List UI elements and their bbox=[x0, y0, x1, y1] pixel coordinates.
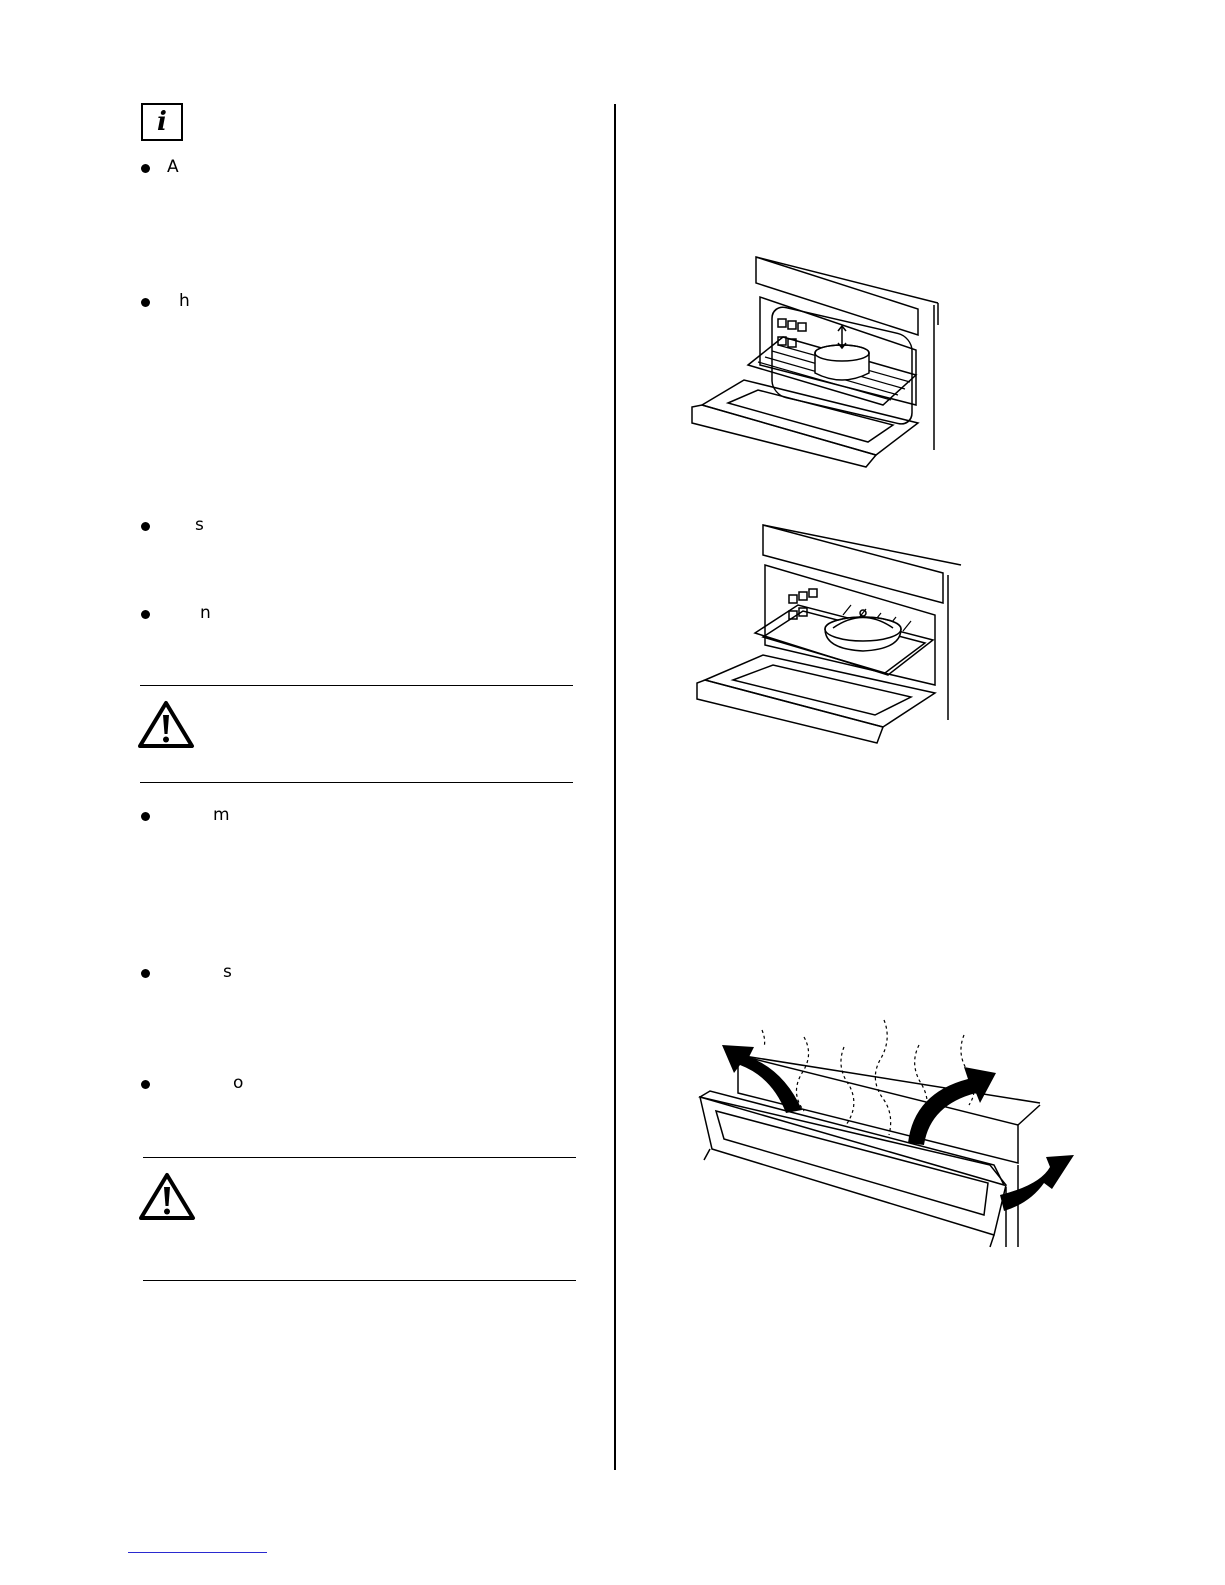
bullet-text: s bbox=[195, 515, 204, 535]
rule-top bbox=[140, 685, 573, 686]
bullet-dot-icon bbox=[141, 1080, 150, 1089]
bullet-text: o bbox=[233, 1073, 244, 1093]
rule-bottom bbox=[140, 782, 573, 783]
bullet-text: s bbox=[223, 962, 232, 982]
bullet-dot-icon bbox=[141, 298, 150, 307]
bullet-dot-icon bbox=[141, 522, 150, 531]
oven-door-heat-escape-illustration bbox=[694, 1015, 1082, 1250]
bullet-dot-icon bbox=[141, 164, 150, 173]
bullet-text: n bbox=[200, 603, 211, 623]
bullet-text: h bbox=[179, 291, 190, 311]
oven-with-pot-on-rack-illustration bbox=[688, 255, 950, 470]
info-icon: i bbox=[141, 103, 183, 141]
column-divider bbox=[614, 104, 616, 1470]
bullet-text: A bbox=[167, 157, 179, 177]
bullet-dot-icon bbox=[141, 610, 150, 619]
rule-bottom bbox=[143, 1280, 576, 1281]
warning-triangle-icon bbox=[137, 700, 195, 750]
warning-triangle-icon bbox=[138, 1172, 196, 1222]
rule-top bbox=[143, 1157, 576, 1158]
bullet-dot-icon bbox=[141, 812, 150, 821]
oven-with-dish-on-tray-illustration bbox=[693, 515, 965, 745]
bullet-dot-icon bbox=[141, 969, 150, 978]
bullet-text: m bbox=[213, 805, 230, 825]
footer-link-underline[interactable] bbox=[128, 1552, 267, 1553]
